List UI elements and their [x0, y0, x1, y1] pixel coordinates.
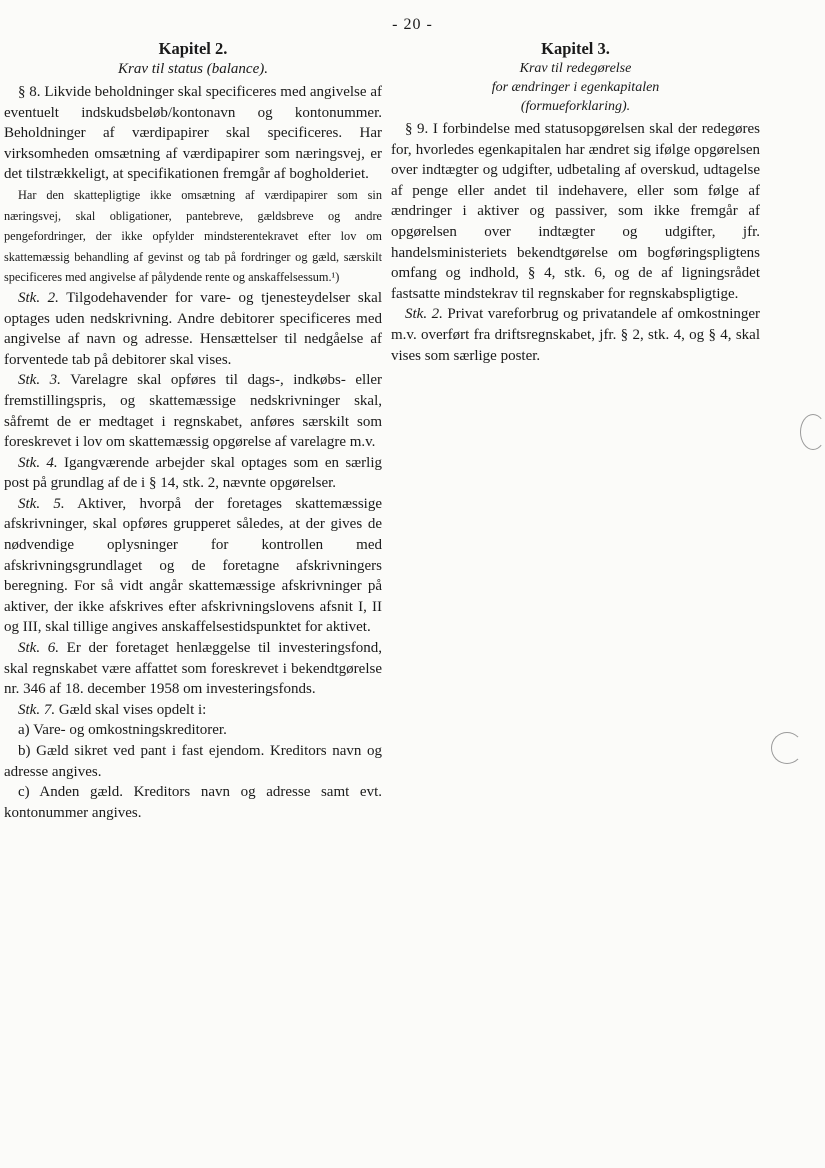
chapter-3-subtitle-line-1: Krav til redegørelse	[519, 61, 632, 76]
stk-7-label: Stk. 7.	[18, 701, 56, 718]
stk-3-text: Varelagre skal opføres til dags-, indkøbs- eller fremstillingspris, og skattemæssige nedskrivninger skal, såfremt de er medtaget i regnskabet, anføres særskilt som foreskrevet i lov om skattemæssig opgørelse af varelagre m.v.	[4, 372, 383, 451]
chapter-3-subtitle-line-3: (formueforklaring).	[520, 99, 631, 114]
stk-2-right-text: Privat vareforbrug og privatandele af omkostninger m.v. overført fra driftsregnskabet, jfr. § 2, stk. 4, og § 4, skal vises som særlige poster.	[391, 306, 761, 364]
stk-4-text: Igangværende arbejder skal optages som en særlig post på grundlag af de i § 14, stk. 2, nævnte opgørelser.	[4, 454, 382, 492]
stk-4-paragraph	[4, 453, 382, 494]
paragraph-8: § 8. Likvide beholdninger skal specificeres med angivelse af eventuelt indskudsbeløb/kontonavn og kontonummer. Beholdninger af værdipapirer skal specificeres. Har virksomheden omsætning af værdipapirer som næringsvej, er det tilstrækkeligt, at specifikationen fremgår af bogholderiet.	[4, 84, 382, 183]
stk-4-label: Stk. 4.	[18, 454, 58, 471]
stk-5-text: Aktiver, hvorpå der foretages skattemæssige afskrivninger, skal opføres grupperet således, at der gives de nødvendige oplysninger for kontrollen med afskrivningsgrundlaget og de foretagne afskrivningers beregning. For så vidt angår skattemæssige afskrivninger på aktiver, der ikke afskrives efter afskrivningslovens afsnit I, II og III, skal tillige angives anskaffelsestidspunktet for aktivet.	[4, 495, 382, 636]
stk-6-text: Er der foretaget henlæggelse til investeringsfond, skal regnskabet være affattet som foreskrevet i bekendtgørelse nr. 346 af 18. december 1958 om investeringsfonds.	[4, 640, 383, 698]
stk-2-paragraph	[4, 288, 382, 370]
stk-6-label: Stk. 6.	[18, 640, 59, 657]
stk-7-text: Gæld skal vises opdelt i:	[58, 701, 207, 718]
margin-punch-hole	[800, 414, 825, 450]
chapter-2-subtitle: Krav til status (balance).	[118, 61, 268, 77]
stk-2-right-paragraph	[391, 304, 760, 366]
page-number: - 20 -	[392, 16, 433, 33]
stk-7-paragraph	[4, 700, 382, 721]
stk-2-right-label: Stk. 2.	[405, 306, 443, 323]
left-column	[4, 38, 382, 823]
margin-punch-hole	[771, 732, 803, 764]
chapter-3-subtitle-line-2: for ændringer i egenkapitalen	[491, 80, 660, 95]
stk-6-paragraph	[4, 638, 382, 700]
debt-list-item-c: c) Anden gæld. Kreditors navn og adresse samt evt. kontonummer angives.	[4, 784, 382, 821]
chapter-3-title: Kapitel 3.	[541, 39, 610, 58]
debt-list-item-b: b) Gæld sikret ved pant i fast ejendom. Kreditors navn og adresse angives.	[4, 743, 382, 780]
stk-3-paragraph	[4, 370, 382, 452]
paragraph-8-securities-note: Har den skattepligtige ikke omsætning af værdipapirer som sin næringsvej, skal obligationer, pantebreve, gældsbreve og andre pengefordringer, der ikke opfylder mindsterentekravet efter lov om skattemæssig behandling af gevinst og tab på fordringer og gæld, særskilt specificeres med angivelse af pålydende rente og anskaffelsessum.¹)	[4, 187, 382, 285]
stk-5-label: Stk. 5.	[18, 495, 65, 512]
chapter-2-title: Kapitel 2.	[158, 39, 228, 58]
stk-3-label: Stk. 3.	[18, 372, 61, 389]
stk-5-paragraph	[4, 494, 382, 638]
stk-2-text: Tilgodehavender for vare- og tjenesteydelser skal optages uden nedskrivning. Andre debitorer specificeres med angivelse af navn og adresse. Hensættelser til nedgåelse af forventede tab på debitorer skal vises.	[4, 289, 383, 368]
right-column	[391, 38, 760, 366]
debt-list-item-a: a) Vare- og omkostningskreditorer.	[18, 722, 227, 739]
stk-2-label: Stk. 2.	[18, 289, 59, 306]
paragraph-9: § 9. I forbindelse med statusopgørelsen skal der redegøres for, hvorledes egenkapitalen har ændret sig ifølge opgørelsen over indtægter og udgifter, udbetaling af overskud, udtagelse af penge eller andet til indehavere, eller som følge af ændringer i aktiver og passiver, som ikke fremgår af opgørelsen over indtægter og udgifter, jfr. handelsministeriets bekendtgørelse om bogføringspligtens omfang og indhold, § 4, stk. 6, og de af ligningsrådet fastsatte mindstekrav til regnskaber for regnskabspligtige.	[391, 121, 760, 302]
